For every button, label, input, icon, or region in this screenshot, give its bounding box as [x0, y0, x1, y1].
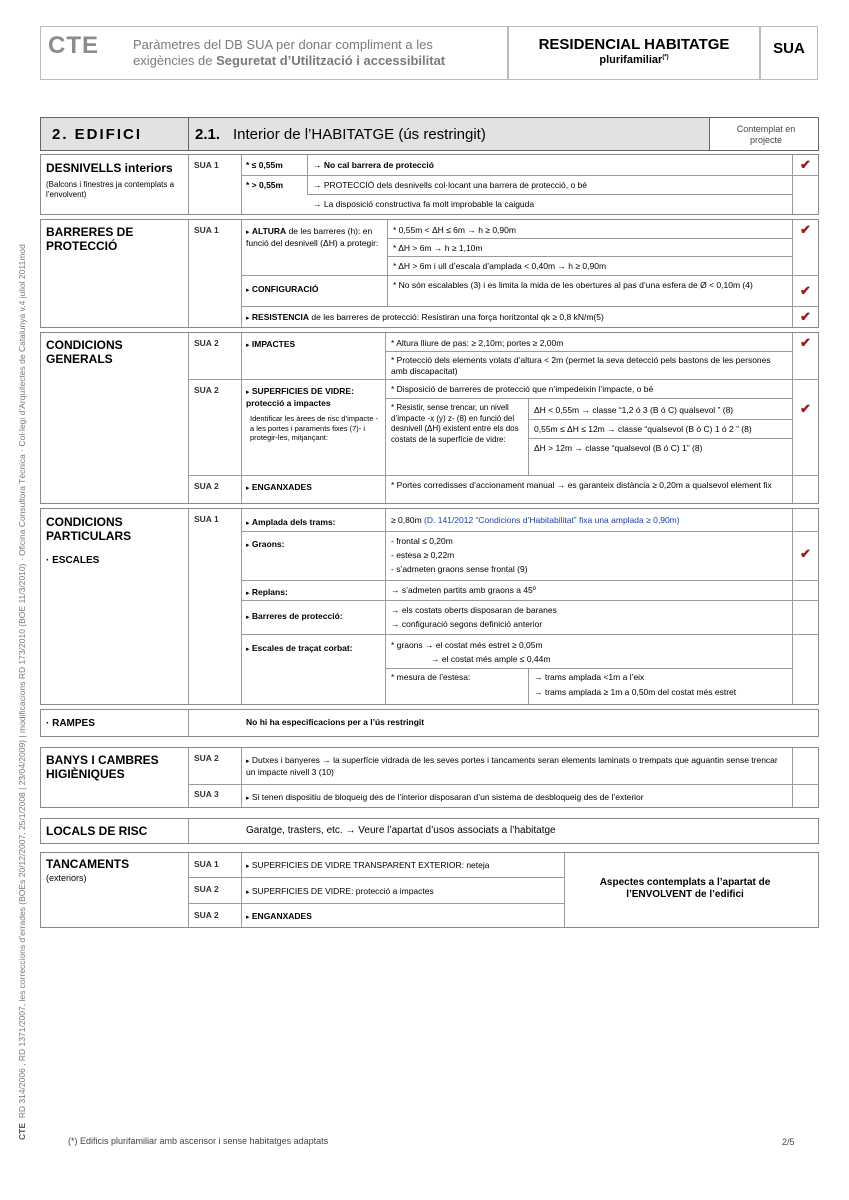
sidebar-references: RD 314/2006 , RD 1371/2007, les correccions d’errades (BOEs 20/12/2007, 25/1/2008 | 23/04/2009) | modificacions RD 173/2010 (BOE 11/3/2010) · Oficina Consultora Tècnica · Col·legi d’Arquitectes de Catalunya v.4 juliol 2011mod: [17, 244, 27, 1119]
vidre-label: SUPERFICIES DE VIDRE: protecció a impactes: [246, 386, 354, 408]
divider: [792, 220, 793, 327]
cte-logo: CTE: [48, 32, 99, 59]
divider: [188, 475, 818, 476]
vidre-option-2: * Resistir, sense trencar, un nivell d’impacte -x (y) z- (8) en funció del desnivell (ΔH) existent entre els dos costats de la superfície de vidre:: [391, 403, 519, 444]
graons-1: - frontal ≤ 0,20m: [391, 536, 453, 546]
corbat-5: → trams amplada ≥ 1m a 0,50m del costat més estret: [534, 687, 737, 697]
altura-1: * 0,55m < ΔH ≤ 6m → h ≥ 0,90m: [393, 225, 516, 235]
divider: [241, 634, 818, 635]
divider: [188, 784, 818, 785]
banys-text-1-wrap: ▸ Dutxes i banyeres → la superfície vidrada de les seves portes i tancaments seran elements laminats o trempats que aguantin sense trencar un impacte nivell 3 (10): [246, 755, 778, 777]
doc-title: RESIDENCIAL HABITATGE: [538, 36, 730, 53]
divider: [307, 194, 792, 195]
altura-text: de les barreres (h): en funció del desnivell (ΔH) a protegir:: [246, 226, 379, 248]
graons-label: Graons:: [251, 539, 285, 549]
desnivells-title: DESNIVELLS interiors: [46, 161, 173, 175]
corbat-label: Escales de traçat corbat:: [251, 643, 353, 653]
particulars-title: CONDICIONS PARTICULARS: [46, 515, 132, 543]
sua-label: SUA 2: [194, 338, 219, 348]
sua-label: SUA 2: [194, 884, 219, 894]
divider: [387, 220, 388, 306]
barreres-particular-1: → els costats oberts disposaran de baranes: [391, 605, 557, 615]
impactes-1: * Altura lliure de pas: ≥ 2,10m; portes ≥ 2,00m: [391, 338, 564, 348]
barreres-particular-2: → configuració segons definició anterior: [391, 619, 543, 629]
desnivells-text-1: → No cal barrera de protecció: [313, 160, 434, 170]
locals-text: Garatge, trasters, etc. → Veure l’apartat d’usos associats a l’habitatge: [246, 825, 556, 836]
resistencia-text: de les barreres de protecció: Resistiran una força horitzontal qk ≥ 0,8 kN/m(5): [309, 312, 604, 322]
desnivells-cond-2: * > 0,55m: [246, 180, 284, 190]
resistencia-wrap: ▸ RESISTENCIA de les barreres de protecció: Resistiran una força horitzontal qk ≥ 0,8 kN/m(5): [246, 312, 604, 322]
header-subtitle: [133, 37, 445, 69]
divider: [385, 351, 792, 352]
amplada-wrap: ▸ Amplada dels trams:: [246, 517, 336, 527]
vidre-label-wrap: ▸ SUPERFICIES DE VIDRE: protecció a impactes: [246, 386, 354, 408]
sua-label: SUA 3: [194, 789, 219, 799]
locals-title: LOCALS DE RISC: [46, 824, 148, 838]
header-subtitle-pre: exigències de: [133, 53, 217, 68]
vidre-class-1: ΔH < 0,55m → classe “1,2 ó 3 (B ó C) qualsevol ” (8): [534, 405, 734, 415]
doc-subtitle: plurifamiliar: [599, 54, 663, 66]
altura-label-wrap: ▸ ALTURA de les barreres (h): en funció del desnivell (ΔH) a protegir:: [246, 226, 379, 248]
divider: [385, 398, 792, 399]
enganxades-label: ENGANXADES: [251, 482, 312, 492]
graons-2: - estesa ≥ 0,22m: [391, 550, 455, 560]
divider: [385, 509, 386, 704]
sua-label: SUA 2: [194, 385, 219, 395]
tancaments-sub: (exteriors): [46, 873, 87, 883]
vidre-class-2: 0,55m ≤ ΔH ≤ 12m → classe “qualsevol (B ó C) 1 ó 2 ” (8): [534, 424, 752, 434]
vidre-class-3: ΔH > 12m → classe “qualsevol (B ó C) 1” (8): [534, 443, 703, 453]
altura-3: * ΔH > 6m i ull d’escala d’amplada < 0,40m → h ≥ 0,90m: [393, 261, 607, 271]
config-label-wrap: ▸ CONFIGURACIÓ: [246, 284, 319, 294]
sidebar-legal-text: [17, 50, 27, 1140]
divider: [188, 710, 189, 736]
check-mark: ✔: [800, 222, 811, 237]
sua-label: SUA 1: [194, 859, 219, 869]
divider: [188, 819, 189, 843]
graons-3: - s’admeten graons sense frontal (9): [391, 564, 528, 574]
enganxades-text: * Portes corredisses d’accionament manual → es garanteix distància ≥ 0,20m a qualsevol element fix: [391, 480, 772, 490]
replans-wrap: ▸ Replans:: [246, 587, 288, 597]
impactes-2: * Protecció dels elements volats d’altura < 2m (permet la seva detecció pels bastons de les persones amb discapacitat): [391, 355, 771, 376]
replans-label: Replans:: [251, 587, 288, 597]
divider: [241, 853, 242, 927]
rampes-block: [40, 709, 819, 737]
check-mark: ✔: [800, 309, 811, 324]
divider: [188, 220, 189, 327]
vidre-sub: Identificar les àrees de risc d’impacte -a les portes i paraments fixes (7)- i protegir-les, mitjançant:: [250, 414, 378, 442]
section-number: 2. EDIFICI: [52, 126, 143, 143]
divider: [241, 580, 818, 581]
divider: [792, 155, 793, 214]
divider: [241, 275, 818, 276]
divider: [188, 748, 189, 807]
divider: [241, 509, 242, 704]
header-subtitle-line1: Paràmetres del DB SUA per donar compliment a les: [133, 37, 433, 52]
divider: [792, 748, 793, 807]
desnivells-cond-1: * ≤ 0,55m: [246, 160, 283, 170]
divider: [387, 256, 792, 257]
tancaments-text-1: SUPERFICIES DE VIDRE TRANSPARENT EXTERIOR: neteja: [251, 860, 490, 870]
section-title-num: 2.1.: [195, 126, 221, 143]
divider: [385, 668, 792, 669]
tancaments-text-3: ENGANXADES: [251, 911, 312, 921]
corbat-3: * mesura de l’estesa:: [391, 672, 471, 682]
check-mark: ✔: [800, 157, 811, 172]
divider: [188, 118, 189, 150]
desnivells-text-2: → PROTECCIÓ dels desnivells col·locant una barrera de protecció, o bé: [313, 180, 588, 190]
divider: [188, 853, 189, 927]
divider: [241, 306, 818, 307]
doc-subtitle-wrap: [508, 54, 760, 66]
divider: [188, 509, 189, 704]
tancaments-title: TANCAMENTS: [46, 857, 130, 871]
amplada-note: (D. 141/2012 “Condicions d’Habitabilitat” fixa una amplada ≥ 0,90m): [424, 515, 680, 525]
divider: [528, 438, 792, 439]
divider: [792, 333, 793, 503]
corbat-wrap: ▸ Escales de traçat corbat:: [246, 643, 353, 653]
check-mark: ✔: [800, 335, 811, 350]
desnivells-text-3: → La disposició constructiva fa molt improbable la caiguda: [313, 199, 535, 209]
impactes-label: IMPACTES: [251, 339, 296, 349]
impactes-wrap: ▸ IMPACTES: [246, 339, 296, 349]
banys-text-2-wrap: ▸ Si tenen dispositiu de bloqueig des de l’interior disposaran d’un sistema de desbloqueig des de l’exterior: [246, 792, 644, 802]
amplada-label: Amplada dels trams:: [251, 517, 336, 527]
config-label: CONFIGURACIÓ: [251, 284, 319, 294]
config-text: * No són escalables (3) i es limita la mida de les obertures al pas d’una esfera de Ø < 0,10m (4): [393, 280, 753, 290]
check-mark: ✔: [800, 546, 811, 561]
vidre-option-1: * Disposició de barreres de protecció que n’impedeixin l’impacte, o bé: [391, 384, 654, 394]
footer-note: (*) Edificis plurifamiliar amb ascensor i sense habitatges adaptats: [68, 1136, 329, 1146]
barreres-particular-label: Barreres de protecció:: [251, 611, 343, 621]
banys-text-2: Si tenen dispositiu de bloqueig des de l’interior disposaran d’un sistema de desbloqueig des de l’exterior: [251, 792, 644, 802]
corbat-1: * graons → el costat més estret ≥ 0,05m: [391, 640, 543, 650]
altura-label: ALTURA: [251, 226, 287, 236]
rampes-title: · RAMPES: [46, 718, 95, 729]
amplada-value: ≥ 0,80m: [391, 515, 422, 525]
divider: [241, 175, 818, 176]
sua-label: SUA 2: [194, 910, 219, 920]
escales-label: · ESCALES: [46, 555, 100, 566]
divider: [564, 853, 565, 927]
divider: [241, 220, 242, 327]
divider: [188, 333, 189, 503]
banys-title: BANYS I CAMBRES HIGIÈNIQUES: [46, 753, 159, 781]
generals-title: CONDICIONS GENERALS: [46, 338, 123, 366]
divider: [188, 877, 564, 878]
amplada-value-wrap: [391, 515, 680, 526]
divider: [387, 238, 792, 239]
desnivells-sub: (Balcons i finestres ja contemplats a l’envolvent): [46, 180, 175, 199]
header-tag: SUA: [773, 40, 805, 57]
check-mark: ✔: [800, 283, 811, 298]
sua-label: SUA 1: [194, 225, 219, 235]
banys-text-1: Dutxes i banyeres → la superfície vidrada de les seves portes i tancaments seran elements laminats o trempats que aguantin sense trencar un impacte nivell 3 (10): [246, 755, 778, 777]
doc-subtitle-note: (*): [662, 54, 669, 61]
divider: [241, 333, 242, 503]
altura-2: * ΔH > 6m → h ≥ 1,10m: [393, 243, 483, 253]
sua-label: SUA 2: [194, 481, 219, 491]
divider: [241, 531, 818, 532]
divider: [188, 155, 189, 214]
tancaments-text-1-wrap: ▸ SUPERFICIES DE VIDRE TRANSPARENT EXTERIOR: neteja: [246, 860, 490, 870]
graons-wrap: ▸ Graons:: [246, 539, 285, 549]
divider: [528, 419, 792, 420]
rampes-text: No hi ha especificacions per a l’ús restringit: [246, 717, 425, 727]
section-title: Interior de l’HABITATGE (ús restringit): [233, 126, 486, 143]
tancaments-aside: Aspectes contemplats a l’apartat de l’ENVOLVENT de l’edifici: [599, 877, 771, 900]
sua-label: SUA 1: [194, 160, 219, 170]
resistencia-label: RESISTENCIA: [251, 312, 310, 322]
barreres-title: BARRERES DE PROTECCIÓ: [46, 225, 134, 253]
barreres-particular-wrap: ▸ Barreres de protecció:: [246, 611, 343, 621]
page-number: 2/5: [782, 1137, 795, 1147]
divider: [792, 509, 793, 704]
divider: [188, 903, 564, 904]
corbat-2: → el costat més ample ≤ 0,44m: [431, 654, 551, 664]
divider: [528, 398, 529, 475]
sidebar-cte: CTE: [17, 1123, 27, 1140]
check-mark: ✔: [800, 401, 811, 416]
header-subtitle-bold: Seguretat d’Utilització i accessibilitat: [216, 53, 446, 68]
contemplat-header: Contemplat en projecte: [736, 124, 796, 145]
divider: [385, 333, 386, 503]
tancaments-text-3-wrap: ▸ ENGANXADES: [246, 911, 312, 921]
divider: [241, 155, 242, 214]
divider: [188, 379, 818, 380]
sua-label: SUA 2: [194, 753, 219, 763]
divider: [241, 748, 242, 807]
tancaments-text-2-wrap: ▸ SUPERFICIES DE VIDRE: protecció a impactes: [246, 886, 434, 896]
divider: [709, 118, 710, 150]
enganxades-wrap: ▸ ENGANXADES: [246, 482, 312, 492]
replans-text: → s’admeten partits amb graons a 45º: [391, 585, 536, 595]
header-title-box: [508, 26, 760, 80]
sua-label: SUA 1: [194, 514, 219, 524]
tancaments-text-2: SUPERFICIES DE VIDRE: protecció a impactes: [251, 886, 434, 896]
divider: [528, 668, 529, 704]
corbat-4: → trams amplada <1m a l’eix: [534, 672, 645, 682]
divider: [241, 600, 818, 601]
